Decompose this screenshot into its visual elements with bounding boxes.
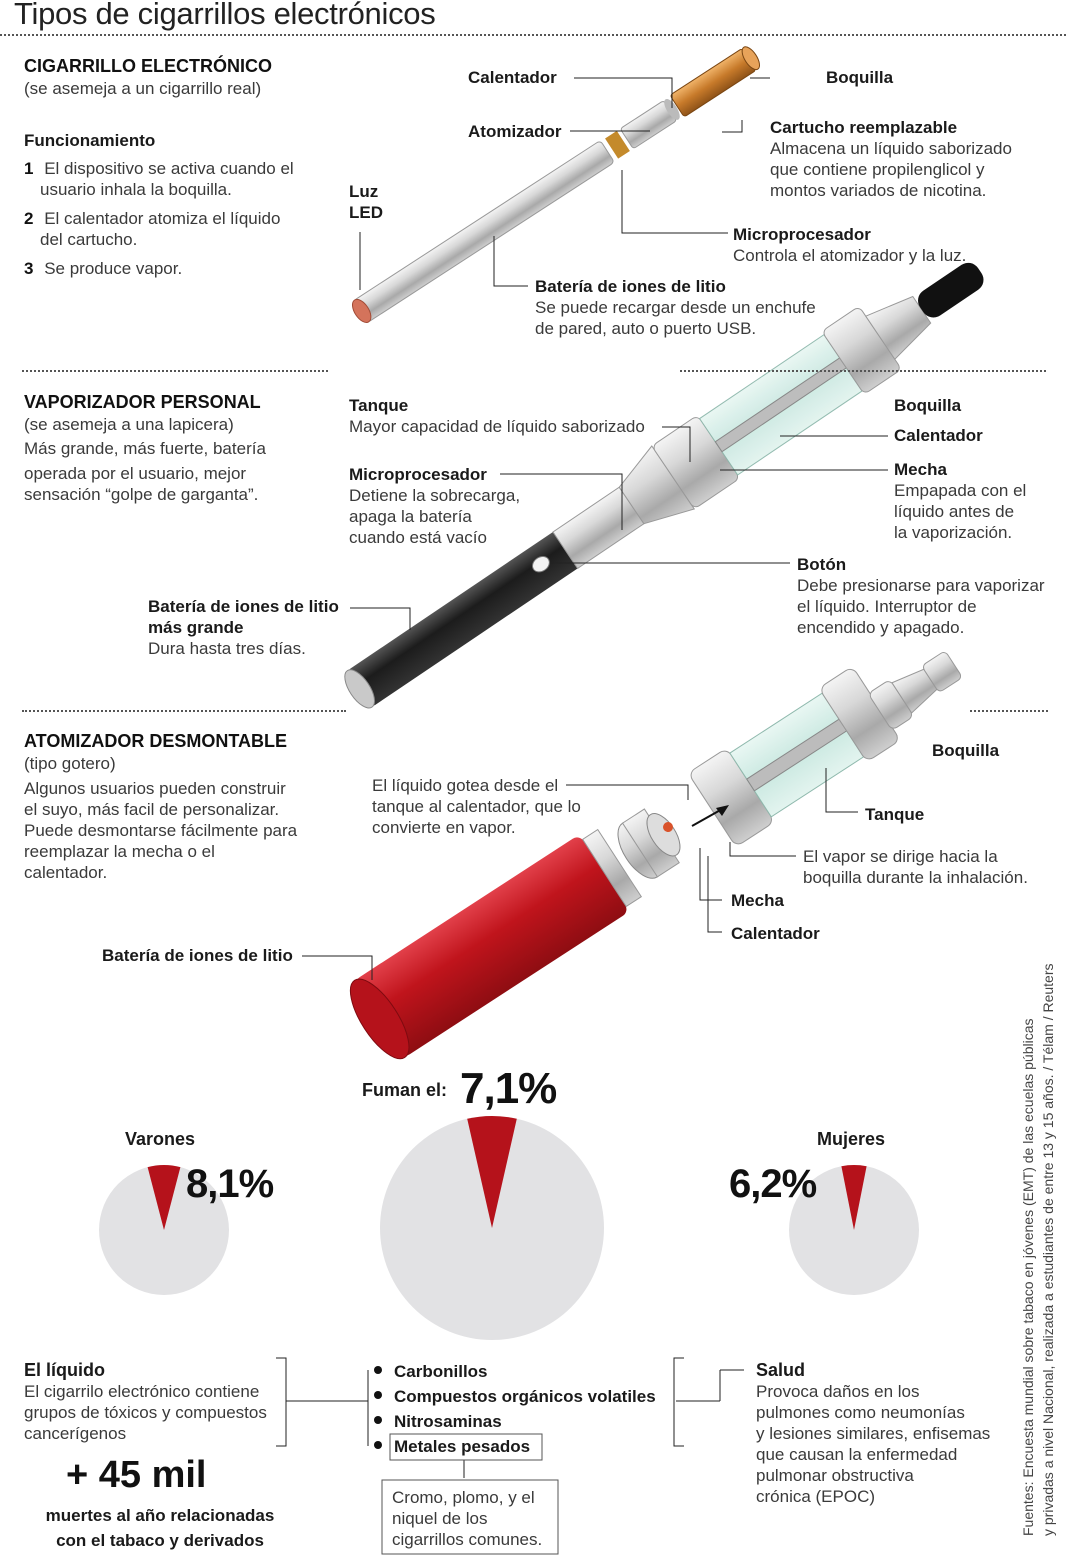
label-boton [797,554,1045,638]
mecha2-line: líquido antes de [894,502,1015,521]
salud-line: pulmones como neumonías [756,1403,965,1422]
muertes-line: con el tabaco y derivados [56,1531,264,1550]
boton-line: Debe presionarse para vaporizar [797,576,1045,595]
bateria2-line: más grande [148,618,244,637]
section-divider [22,710,346,712]
label-cartucho [770,117,1012,201]
mujeres-label: Mujeres [817,1129,886,1149]
luz-line: Luz [349,182,379,201]
gotea-line: tanque al calentador, que lo [372,797,581,816]
bateria-line: Se puede recargar desde un enchufe [535,298,816,317]
section3-line: Algunos usuarios pueden construir [24,779,286,798]
liquido-line: grupos de tóxicos y compuestos [24,1403,267,1422]
fuman-label: Fuman el: [362,1080,448,1100]
micro2-title: Microprocesador [349,465,487,484]
cartucho-line: montos variados de nicotina. [770,181,987,200]
salud-line: que causan la enfermedad [756,1445,958,1464]
step-number: 2 [24,209,34,228]
micro-title: Microprocesador [733,225,871,244]
dripper-battery-drawing [340,825,645,1068]
salud-title: Salud [756,1360,806,1380]
label-calentador-2: Calentador [894,426,983,445]
section3-line: reemplazar la mecha o el [24,842,215,861]
bateria-line: de pared, auto o puerto USB. [535,319,757,338]
section1-subheading: (se asemeja a un cigarrillo real) [24,79,262,98]
micro2-line: cuando está vacío [349,528,487,547]
mecha2-line: Empapada con el [894,481,1027,500]
section3-desc [24,753,297,883]
source-note [1020,963,1056,1536]
label-bateria-3: Batería de iones de litio [102,946,293,965]
funcionamiento-title: Funcionamiento [24,131,156,150]
liquido-line: El cigarrilo electrónico contiene [24,1382,260,1401]
source-line: Fuentes: Encuesta mundial sobre tabaco en jóvenes (EMT) de las ecuelas públicas [1020,1018,1036,1536]
step-text: El calentador atomiza el líquido [44,209,281,228]
label-calentador-3: Calentador [731,924,820,943]
liquido-line: cancerígenos [24,1424,127,1443]
liquido-block [24,1360,267,1444]
label-boquilla-2: Boquilla [894,396,962,415]
section2-desc [24,414,266,505]
step-text: El dispositivo se activa cuando el [44,159,294,178]
varones-label: Varones [125,1129,196,1149]
label-tanque-3: Tanque [865,805,925,824]
section2-line: operada por el usuario, mejor [24,464,247,483]
vapor-line: boquilla durante la inhalación. [803,868,1028,887]
step-2 [24,208,280,250]
tanque-desc: Mayor capacidad de líquido saborizado [349,417,645,436]
cartucho-line: que contiene propilenglicol y [770,160,985,179]
label-tanque [349,395,645,437]
label-mecha-3: Mecha [731,891,784,910]
mecha2-line: la vaporización. [894,523,1013,542]
label-microprocesador-2 [349,464,520,548]
luz-line: LED [349,203,383,222]
step-text: Se produce vapor. [44,259,183,278]
label-bateria-2 [148,596,339,659]
toxico-item: Nitrosaminas [394,1412,502,1431]
step-number: 1 [24,159,34,178]
toxico-item: Carbonillos [394,1362,488,1381]
metales-detail [392,1487,542,1550]
salud-line: pulmonar obstructiva [756,1466,914,1485]
step-1 [24,158,294,200]
section3-line: el suyo, más facil de personalizar. [24,800,280,819]
bullet-icon [374,1391,382,1399]
source-line: y privadas a nivel Nacional, realizada a estudiantes de entre 13 y 15 años. / Télam / Reuters [1040,963,1056,1536]
gotea-line: El líquido gotea desde el [372,776,559,795]
boton-line: encendido y apagado. [797,618,965,637]
label-gotea [372,775,581,838]
liquido-title: El líquido [24,1360,105,1380]
section3-subheading: (tipo gotero) [24,754,116,773]
varones-value: 8,1% [186,1162,274,1206]
toxico-item: Metales pesados [394,1437,531,1456]
section3-line: Puede desmontarse fácilmente para [24,821,298,840]
salud-line: y lesiones similares, enfisemas [756,1424,991,1443]
gotea-line: convierte en vapor. [372,818,516,837]
salud-line: Provoca daños en los [756,1382,920,1401]
salud-line: crónica (EPOC) [756,1487,876,1506]
tanque-title: Tanque [349,396,409,415]
section2-line: Más grande, más fuerte, batería [24,439,266,458]
micro2-line: apaga la batería [349,507,472,526]
muertes-desc [40,1505,280,1551]
label-vapor [803,846,1028,888]
section-divider [22,370,328,372]
toxico-item: Compuestos orgánicos volatiles [394,1387,656,1406]
boton-line: el líquido. Interruptor de [797,597,977,616]
step-text: usuario inhala la boquilla. [40,180,232,199]
cartucho-line: Almacena un líquido saborizado [770,139,1012,158]
metales-line: cigarrillos comunes. [392,1530,543,1549]
muertes-value: + 45 mil [66,1454,207,1496]
bateria-title: Batería de iones de litio [535,277,726,296]
bullet-icon [374,1441,382,1449]
mecha2-title: Mecha [894,460,947,479]
cartucho-title: Cartucho reemplazable [770,118,958,137]
label-boquilla: Boquilla [826,68,894,87]
bateria2-desc: Dura hasta tres días. [148,639,306,658]
label-boquilla-3: Boquilla [932,741,1000,760]
label-mecha-2 [894,459,1026,543]
metales-line: Cromo, plomo, y el [392,1488,535,1507]
step-3 [24,258,182,279]
mujeres-value: 6,2% [729,1162,817,1206]
bullet-icon [374,1416,382,1424]
micro-desc: Controla el atomizador y la luz. [733,246,967,265]
section2-subheading: (se asemeja a una lapicera) [24,415,234,434]
section3-heading: ATOMIZADOR DESMONTABLE [24,731,287,751]
muertes-line: muertes al año relacionadas [45,1506,275,1525]
label-luz-led [349,181,383,223]
label-atomizador: Atomizador [468,122,562,141]
title-divider [0,34,1066,36]
label-bateria [535,276,816,339]
step-text: del cartucho. [40,230,138,249]
label-microprocesador [733,224,966,266]
section-divider [970,710,1048,712]
boton-title: Botón [797,555,847,574]
total-value: 7,1% [460,1064,557,1113]
bateria2-line: Batería de iones de litio [148,597,339,616]
page-title: Tipos de cigarrillos electrónicos [14,0,436,31]
step-number: 3 [24,259,34,278]
section1-heading: CIGARRILLO ELECTRÓNICO [24,56,272,76]
section3-line: calentador. [24,863,108,882]
vapor-line: El vapor se dirige hacia la [803,847,998,866]
micro2-line: Detiene la sobrecarga, [349,486,521,505]
label-calentador: Calentador [468,68,557,87]
bullet-icon [374,1366,382,1374]
salud-block [756,1360,990,1507]
section2-heading: VAPORIZADOR PERSONAL [24,392,261,412]
section-divider [680,370,1046,372]
metales-line: niquel de los [392,1509,488,1528]
section2-line: sensación “golpe de garganta”. [24,485,259,504]
